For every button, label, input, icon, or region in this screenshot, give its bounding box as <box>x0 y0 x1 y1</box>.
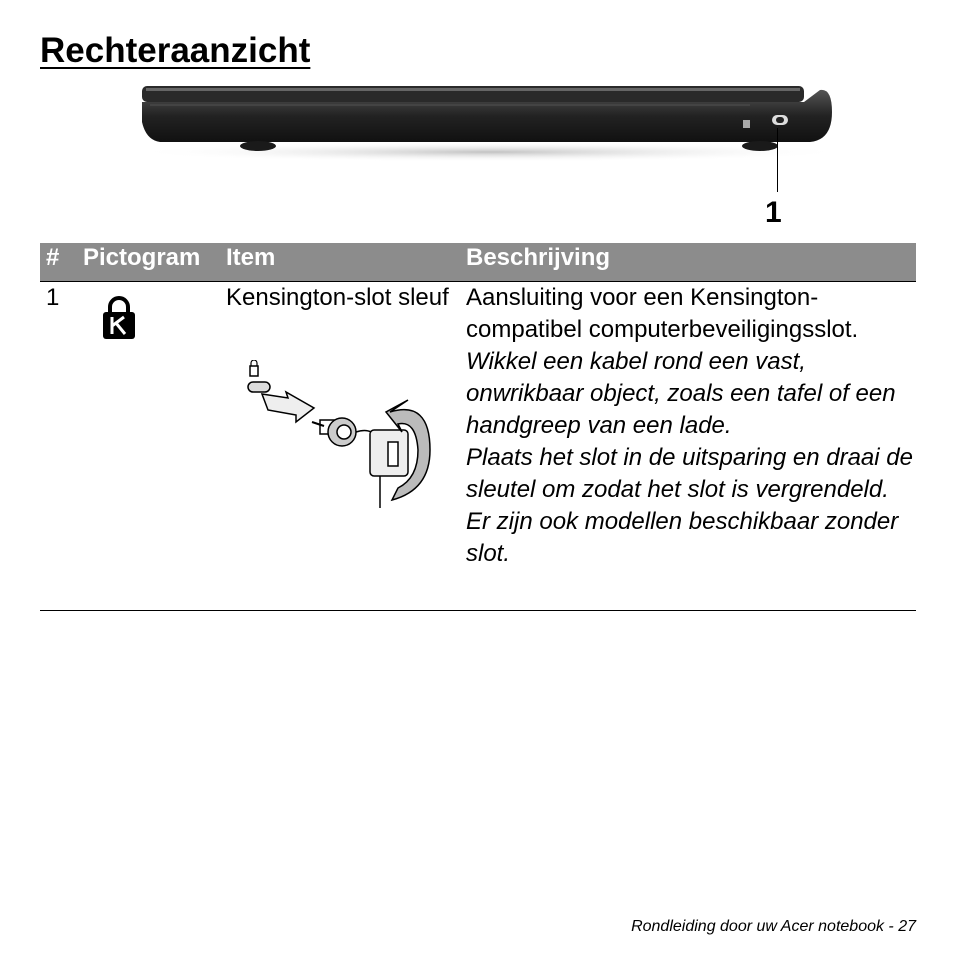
description-paragraph-4: Er zijn ook modellen beschikbaar zonder slot. <box>466 508 899 567</box>
header-description: Beschrijving <box>466 244 611 271</box>
page-footer: Rondleiding door uw Acer notebook - 27 <box>631 918 916 935</box>
kensington-lock-illustration <box>240 360 440 510</box>
kensington-lock-icon <box>102 296 136 340</box>
laptop-right-side-image <box>120 82 850 172</box>
page-title: Rechteraanzicht <box>40 31 311 70</box>
description-paragraph-1: Aansluiting voor een Kensington-compatibel computerbeveiligingsslot. <box>466 284 859 343</box>
header-item: Item <box>226 244 276 271</box>
callout-line <box>777 128 778 192</box>
description-paragraph-3: Plaats het slot in de uitsparing en draai de sleutel om zodat het slot is vergrendeld. <box>466 444 913 503</box>
row-description <box>466 282 916 570</box>
table-header <box>40 243 916 282</box>
table-bottom-rule <box>40 610 916 611</box>
callout-number: 1 <box>765 196 782 229</box>
description-paragraph-2: Wikkel een kabel rond een vast, onwrikbaar object, zoals een tafel of een handgreep van een lade. <box>466 348 896 439</box>
row-item-name: Kensington-slot sleuf <box>226 284 449 311</box>
header-number: # <box>46 244 60 271</box>
row-number: 1 <box>46 284 60 311</box>
header-pictogram: Pictogram <box>83 244 201 271</box>
